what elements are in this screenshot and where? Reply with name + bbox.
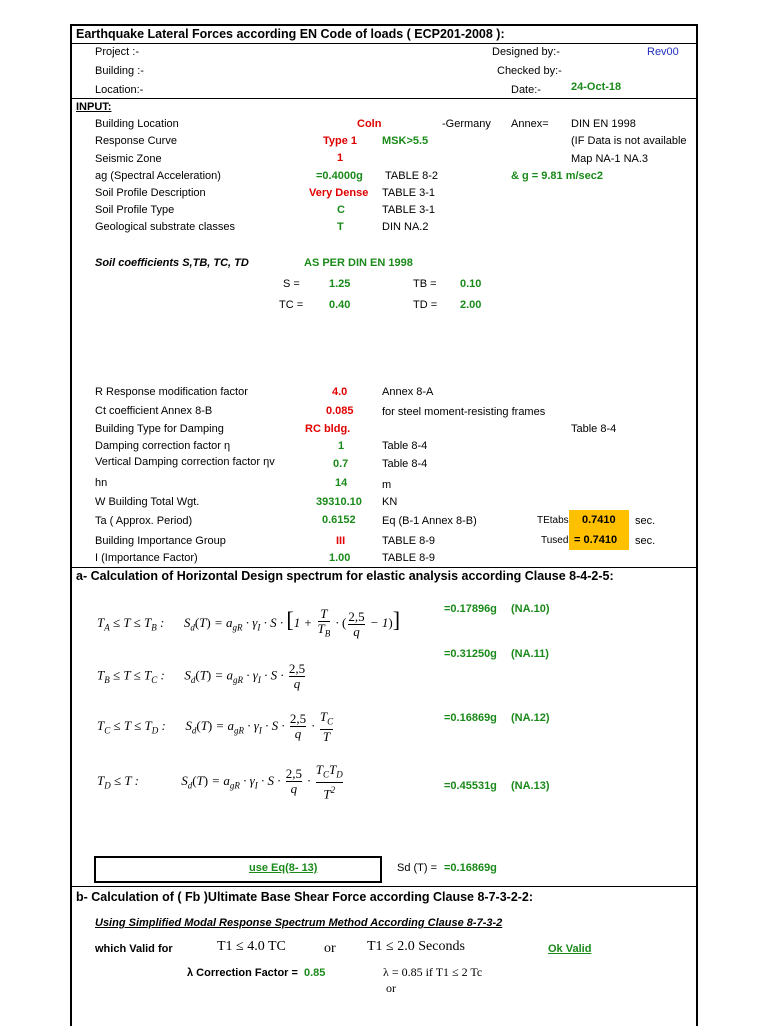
input-heading: INPUT: (76, 101, 112, 113)
soil-type-table: TABLE 3-1 (382, 204, 435, 216)
tetabs-value: 0.7410 (582, 514, 616, 526)
formula-na13: $T_D \le T$ : $S_d(T) = a_{gR} \cdot \gamma_I \cdot S$ · $\frac{2,5}{q}$ · $\frac{T_CT_D}{T^2}$ (97, 762, 343, 801)
sheet-title: Earthquake Lateral Forces according EN Code of loads ( ECP201-2008 ): (76, 27, 505, 41)
damping-type-ref: Table 8-4 (571, 423, 617, 435)
condition-or: or (324, 941, 336, 956)
section-b-divider (70, 886, 696, 887)
etav-ref: Table 8-4 (382, 458, 428, 470)
soil-type-label: Soil Profile Type (95, 204, 175, 216)
seismic-zone-label: Seismic Zone (95, 153, 162, 165)
tetabs-unit: sec. (635, 515, 656, 527)
ag-table: TABLE 8-2 (385, 170, 438, 182)
condition-2: T1 ≤ 2.0 Seconds (367, 939, 465, 954)
condition-1: T1 ≤ 4.0 TC (217, 939, 286, 954)
seismic-zone-value: 1 (337, 152, 344, 164)
ref-na11: (NA.11) (511, 648, 549, 660)
result-na12: =0.16869g (444, 712, 497, 724)
lambda-or: or (386, 981, 396, 995)
weight-unit: KN (382, 496, 398, 508)
formula-na12: $T_C \le T \le T_D$ : $S_d(T) = a_{gR} \cdot \gamma_I \cdot S$ · $\frac{2,5}{q}$ · $\frac{T_C}{T}$ (97, 709, 334, 744)
etav-value: 0.7 (333, 458, 349, 470)
tused-unit: sec. (635, 535, 656, 547)
soil-coefficients-source: AS PER DIN EN 1998 (304, 257, 413, 269)
tused-label: Tused (541, 535, 569, 546)
ref-na10: (NA.10) (511, 603, 550, 615)
formula-na10: $T_A \le T \le T_B$ : $S_d(T) = a_{gR} \cdot \gamma_I \cdot S \cdot [1$ + $\frac{T}{T_B}$ · ( $\frac{2,5}{q}$ − 1)] (97, 606, 401, 639)
ct-label: Ct coefficient Annex 8-B (95, 405, 213, 417)
ta-label: Ta ( Approx. Period) (95, 515, 193, 527)
checked-by-label: Checked by:- (497, 65, 562, 77)
section-a-divider (70, 567, 696, 568)
td-label: TD = (413, 299, 438, 311)
soil-desc-value: Very Dense (309, 187, 369, 199)
geo-table: DIN NA.2 (382, 221, 429, 233)
valid-for-label: which Valid for (95, 943, 173, 955)
msk-value: MSK>5.5 (382, 135, 429, 147)
tc-value: 0.40 (329, 299, 351, 311)
lambda-label: λ Correction Factor = (187, 967, 298, 979)
geo-label: Geological substrate classes (95, 221, 236, 233)
section-a-heading: a- Calculation of Horizontal Design spectrum for elastic analysis according Clause 8-4-2-5: (76, 569, 614, 583)
importance-group-label: Building Importance Group (95, 535, 226, 547)
importance-factor-value: 1.00 (329, 552, 351, 564)
geo-value: T (337, 221, 344, 233)
project-label: Project :- (95, 46, 140, 58)
weight-value: 39310.10 (316, 496, 362, 508)
revision: Rev00 (647, 46, 679, 58)
use-eq-box (94, 856, 382, 883)
td-value: 2.00 (460, 299, 482, 311)
annex-value: DIN EN 1998 (571, 118, 636, 130)
lambda-value: 0.85 (304, 967, 326, 979)
importance-group-ref: TABLE 8-9 (382, 535, 435, 547)
date-value: 24-Oct-18 (571, 81, 622, 93)
eta-ref: Table 8-4 (382, 440, 428, 452)
etav-label: Vertical Damping correction factor ηv (95, 456, 275, 468)
s-label: S = (283, 278, 300, 290)
sd-value: =0.16869g (444, 862, 497, 874)
lambda-rule: λ = 0.85 if T1 ≤ 2 Tc (383, 965, 483, 979)
sd-label: Sd (T) = (397, 862, 438, 874)
building-label: Building :- (95, 65, 144, 77)
result-na11: =0.31250g (444, 648, 497, 660)
title-divider (70, 43, 696, 44)
ag-value: =0.4000g (316, 170, 363, 182)
use-eq-text: use Eq(8- 13) (249, 862, 318, 874)
s-value: 1.25 (329, 278, 351, 290)
soil-coefficients-label: Soil coefficients S,TB, TC, TD (95, 257, 249, 269)
eta-label: Damping correction factor η (95, 440, 231, 452)
damping-type-label: Building Type for Damping (95, 423, 224, 435)
hn-value: 14 (335, 477, 348, 489)
r-ref: Annex 8-A (382, 386, 434, 398)
eta-value: 1 (338, 440, 345, 452)
importance-group-value: III (336, 535, 346, 547)
hn-label: hn (95, 477, 108, 489)
location-country: -Germany (442, 118, 491, 130)
ta-ref: Eq (B-1 Annex 8-B) (382, 515, 477, 527)
soil-desc-table: TABLE 3-1 (382, 187, 435, 199)
ct-ref: for steel moment-resisting frames (382, 406, 546, 418)
damping-type-value: RC bldg. (305, 423, 351, 435)
ref-na13: (NA.13) (511, 780, 550, 792)
hn-unit: m (382, 479, 392, 491)
ref-na12: (NA.12) (511, 712, 550, 724)
annex-label: Annex= (511, 118, 549, 130)
ct-value: 0.085 (326, 405, 354, 417)
ta-value: 0.6152 (322, 514, 356, 526)
location-field-value: Coln (357, 118, 382, 130)
method-note: Using Simplified Modal Response Spectrum Method According Clause 8-7-3-2 (95, 917, 503, 929)
location-label: Location:- (95, 84, 144, 96)
tc-label: TC = (279, 299, 304, 311)
response-curve-value: Type 1 (323, 135, 358, 147)
seismic-zone-note: Map NA-1 NA.3 (571, 153, 649, 165)
result-na10: =0.17896g (444, 603, 497, 615)
designed-by-label: Designed by:- (492, 46, 560, 58)
g-note: & g = 9.81 m/sec2 (511, 170, 604, 182)
r-value: 4.0 (332, 386, 348, 398)
weight-label: W Building Total Wgt. (95, 496, 200, 508)
r-label: R Response modification factor (95, 386, 248, 398)
date-label: Date:- (511, 84, 541, 96)
response-curve-label: Response Curve (95, 135, 177, 147)
location-field-label: Building Location (95, 118, 179, 130)
tetabs-label: TEtabs (537, 515, 569, 526)
result-na13: =0.45531g (444, 780, 497, 792)
validity-status: Ok Valid (548, 943, 592, 955)
response-note: (IF Data is not available (571, 135, 687, 147)
tb-value: 0.10 (460, 278, 482, 290)
importance-factor-ref: TABLE 8-9 (382, 552, 435, 564)
ag-label: ag (Spectral Acceleration) (95, 170, 221, 182)
header-divider (70, 98, 696, 99)
section-b-heading: b- Calculation of ( Fb )Ultimate Base Shear Force according Clause 8-7-3-2-2: (76, 890, 534, 904)
formula-na11: $T_B \le T \le T_C$ : $S_d(T) = a_{gR} \cdot \gamma_I \cdot S$ · $\frac{2,5}{q}$ (97, 661, 306, 691)
tused-value: = 0.7410 (574, 534, 618, 546)
tb-label: TB = (413, 278, 437, 290)
soil-type-value: C (337, 204, 345, 216)
importance-factor-label: I (Importance Factor) (95, 552, 198, 564)
soil-desc-label: Soil Profile Description (95, 187, 206, 199)
